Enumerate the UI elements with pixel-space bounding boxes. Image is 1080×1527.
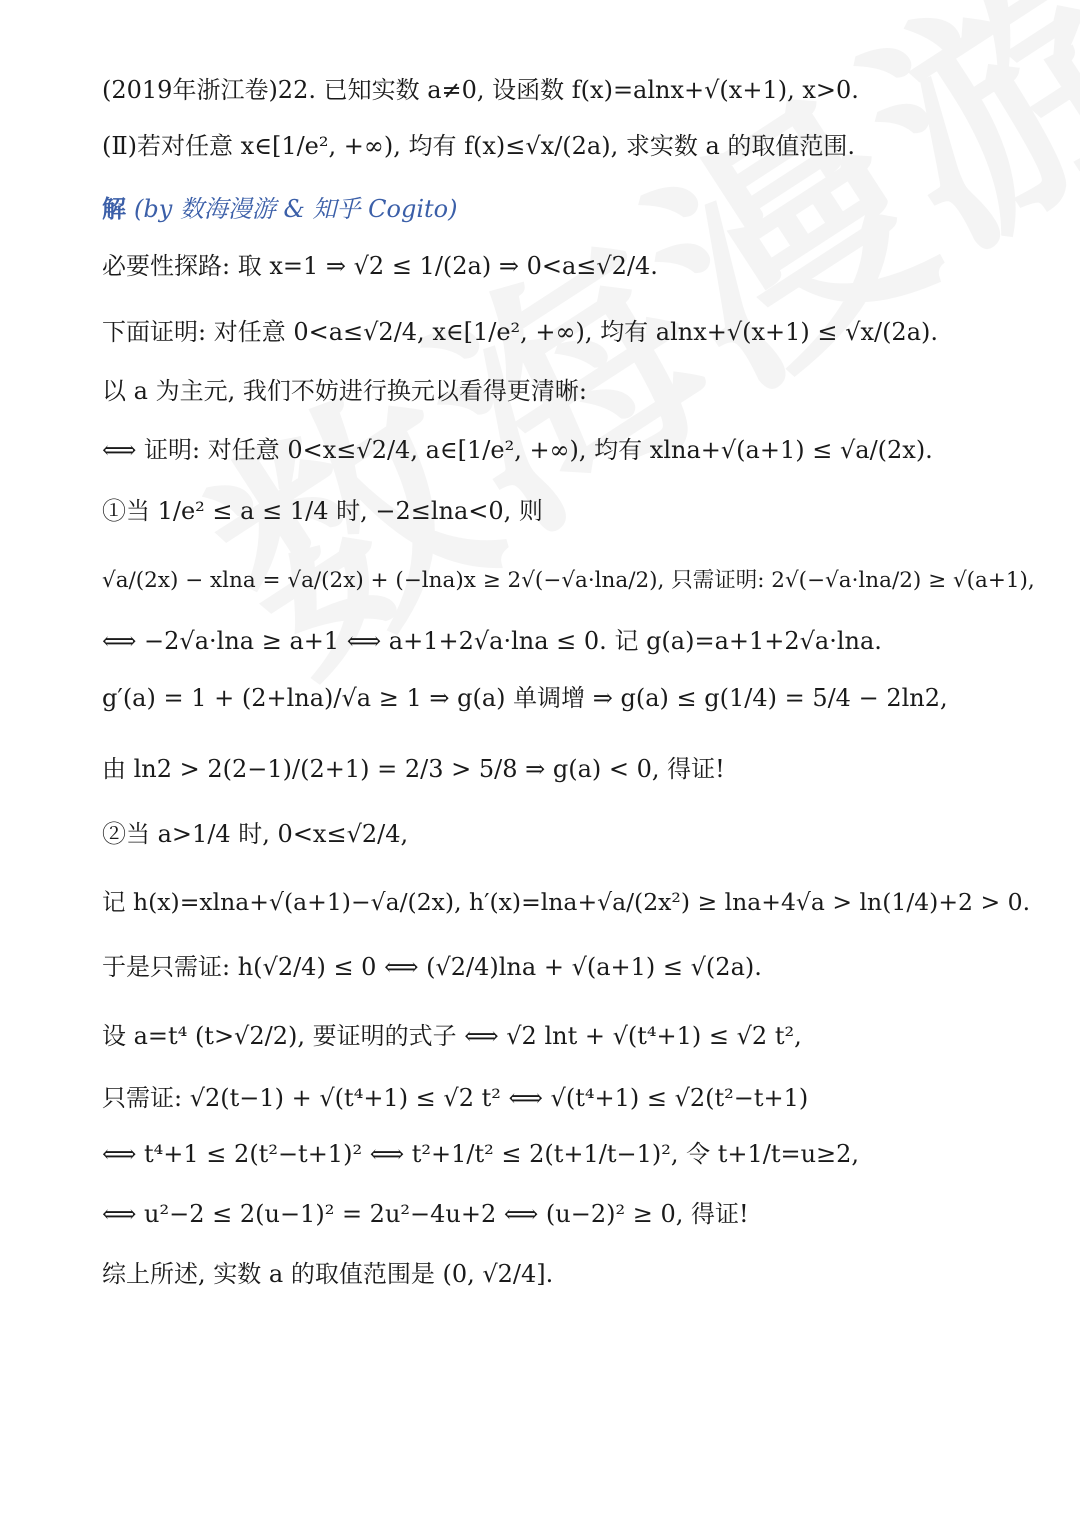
- solution-line-text: 于是只需证: h(√2/4) ≤ 0 ⟺ (√2/4)lna + √(a+1) ≤ √(2a).: [102, 953, 762, 981]
- solution-line-text: ⟺ 证明: 对任意 0<x≤√2/4, a∈[1/e², +∞), 均有 xlna+√(a+1) ≤ √a/(2x).: [102, 436, 933, 464]
- solution-line: [102, 318, 1042, 347]
- problem-part2-line: [102, 132, 1042, 161]
- problem-source: (2019年浙江卷)22. 已知实数 a≠0, 设函数 f(x)=alnx+√(x+1), x>0.: [102, 76, 859, 104]
- solution-line: [102, 684, 1042, 713]
- problem-source-line: [102, 76, 1042, 105]
- solution-line: [102, 377, 1042, 406]
- solution-line-text: √a/(2x) − xlna = √a/(2x) + (−lna)x ≥ 2√(−√a·lna/2), 只需证明: 2√(−√a·lna/2) ≥ √(a+1),: [102, 568, 1035, 593]
- solution-line: [102, 888, 1042, 916]
- solution-line: [102, 627, 1042, 656]
- solution-line: [102, 1084, 1042, 1113]
- solution-line: [102, 1022, 1042, 1051]
- solution-line-text: 只需证: √2(t−1) + √(t⁴+1) ≤ √2 t² ⟺ √(t⁴+1) ≤ √2(t²−t+1): [102, 1084, 809, 1112]
- solution-line: [102, 953, 1042, 982]
- solution-line: [102, 252, 1042, 281]
- solution-conclusion-line: [102, 1260, 1042, 1289]
- watermark: [140, 0, 1080, 732]
- solution-line-text: 由 ln2 > 2(2−1)/(2+1) = 2/3 > 5/8 ⇒ g(a) < 0, 得证!: [102, 755, 725, 783]
- solution-line-text: 设 a=t⁴ (t>√2/2), 要证明的式子 ⟺ √2 lnt + √(t⁴+1) ≤ √2 t²,: [102, 1022, 802, 1050]
- author-line: [102, 195, 1042, 224]
- problem-part2: (Ⅱ)若对任意 x∈[1/e², +∞), 均有 f(x)≤√x/(2a), 求实数 a 的取值范围.: [102, 132, 856, 160]
- solution-line-text: 下面证明: 对任意 0<a≤√2/4, x∈[1/e², +∞), 均有 alnx+√(x+1) ≤ √x/(2a).: [102, 318, 939, 346]
- solution-line: [102, 820, 1042, 849]
- solution-line-text: ⟺ t⁴+1 ≤ 2(t²−t+1)² ⟺ t²+1/t² ≤ 2(t+1/t−1)², 令 t+1/t=u≥2,: [102, 1140, 860, 1168]
- solution-line: [102, 497, 1042, 526]
- solution-line-text: 记 h(x)=xlna+√(a+1)−√a/(2x), h′(x)=lna+√a/(2x²) ≥ lna+4√a > ln(1/4)+2 > 0.: [102, 888, 1031, 916]
- solution-line-text: 必要性探路: 取 x=1 ⇒ √2 ≤ 1/(2a) ⇒ 0<a≤√2/4.: [102, 252, 658, 280]
- solution-line: [102, 568, 1042, 594]
- solution-line-text: ⟺ −2√a·lna ≥ a+1 ⟺ a+1+2√a·lna ≤ 0. 记 g(a)=a+1+2√a·lna.: [102, 627, 882, 655]
- solution-line: [102, 755, 1042, 784]
- solution-line: [102, 1200, 1042, 1229]
- solution-line-text: ⟺ u²−2 ≤ 2(u−1)² = 2u²−4u+2 ⟺ (u−2)² ≥ 0, 得证!: [102, 1200, 749, 1228]
- solution-line-text: g′(a) = 1 + (2+lna)/√a ≥ 1 ⇒ g(a) 单调增 ⇒ g(a) ≤ g(1/4) = 5/4 − 2ln2,: [102, 684, 948, 712]
- author-credit: (by 数海漫游 & 知乎 Cogito): [134, 195, 458, 223]
- solution-line-text: ②当 a>1/4 时, 0<x≤√2/4,: [102, 820, 409, 848]
- solution-line: [102, 1140, 1042, 1169]
- solution-line-text: ①当 1/e² ≤ a ≤ 1/4 时, −2≤lna<0, 则: [102, 497, 543, 525]
- solution-line: [102, 436, 1042, 465]
- solution-conclusion: 综上所述, 实数 a 的取值范围是 (0, √2/4].: [102, 1260, 554, 1288]
- solution-line-text: 以 a 为主元, 我们不妨进行换元以看得更清晰:: [102, 377, 587, 405]
- solution-label: 解: [102, 194, 126, 223]
